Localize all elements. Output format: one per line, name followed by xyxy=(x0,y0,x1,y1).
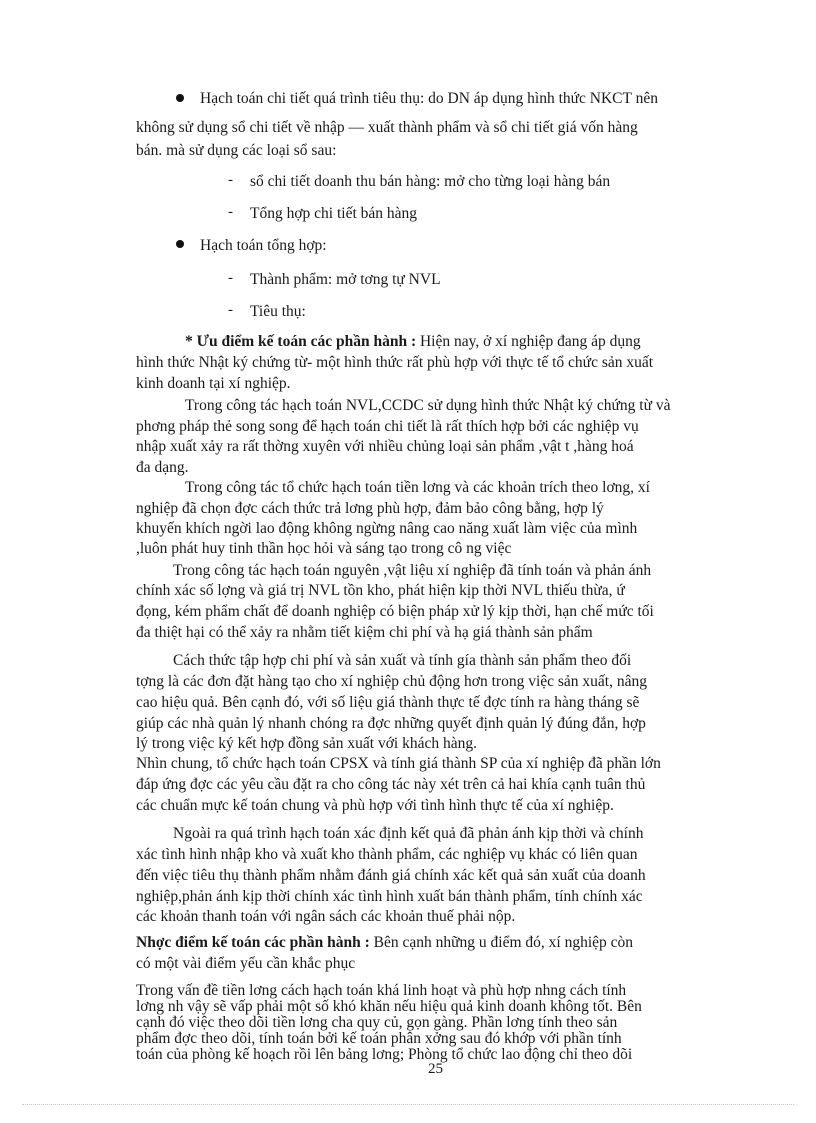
text-line: ,luôn phát huy tinh thần học hỏi và sáng tạo trong cô ng việc xyxy=(136,540,512,557)
text-line: bán. mà sử dụng các loại sổ sau: xyxy=(136,142,337,159)
bullet-icon xyxy=(176,240,184,248)
advantages-intro-text: Hiện nay, ở xí nghiệp đang áp dụng xyxy=(416,333,641,350)
text-line: lý trong việc ký kết hợp đồng sản xuất với khách hàng. xyxy=(136,735,477,752)
text-line: lơng nh vậy sẽ vấp phải một số khó khăn nếu hiệu quả kinh doanh không tốt. Bên xyxy=(136,998,642,1015)
text-line: nghiệp đã chọn đợc cách thức trả lơng phù hợp, đảm bảo công bằng, hợp lý xyxy=(136,500,604,517)
list-item: Tiêu thụ: xyxy=(250,303,306,320)
list-item: Tổng hợp chi tiết bán hàng xyxy=(250,205,418,222)
text-line: Trong vấn đề tiền lơng cách hạch toán khá linh hoạt và phù hợp nhng cách tính xyxy=(136,982,627,999)
dash-marker: - xyxy=(228,302,233,318)
text-line: giúp các nhà quản lý nhanh chóng ra đợc những quyết định quản lý đúng đắn, hợp xyxy=(136,715,646,732)
list-item: Thành phẩm: mở tơng tự NVL xyxy=(250,271,441,288)
page-edge xyxy=(22,1104,794,1105)
text-line: toán của phòng kế hoạch rồi lên bảng lơng; Phòng tổ chức lao động chỉ theo dõi xyxy=(136,1046,633,1063)
text-line: đa thiệt hại có thể xảy ra nhằm tiết kiệm chi phí và hạ giá thành sản phẩm xyxy=(136,624,593,641)
bullet-text-2: Hạch toán tổng hợp: xyxy=(200,237,327,254)
text-line: đến việc tiêu thụ thành phẩm nhằm đánh giá chính xác kết quả sản xuất của doanh xyxy=(136,867,646,884)
text-line: kinh doanh tại xí nghiệp. xyxy=(136,375,291,392)
text-line: phơng pháp thẻ song song để hạch toán chi tiết là rất thích hợp bởi các nghiệp vụ xyxy=(136,418,639,435)
text-line: có một vài điểm yếu cần khắc phục xyxy=(136,955,356,972)
text-line: đáp ứng đợc các yêu cầu đặt ra cho công tác này xét trên cả hai khía cạnh tuân thủ xyxy=(136,776,646,793)
text-line: Ngoài ra quá trình hạch toán xác định kết quả đã phản ánh kịp thời và chính xyxy=(173,825,644,842)
text-line: đọng, kém phẩm chất để doanh nghiệp có biện pháp xử lý kịp thời, hạn chế mức tối xyxy=(136,603,654,620)
text-line: các khoản thanh toán với ngân sách các khoản thuế phải nộp. xyxy=(136,908,516,925)
bullet-text-1: Hạch toán chi tiết quá trình tiêu thụ: do DN áp dụng hình thức NKCT nên xyxy=(200,90,658,107)
text-line: Cách thức tập hợp chi phí và sản xuất và tính gía thành sản phẩm theo đối xyxy=(173,652,632,669)
text-line: phẩm đợc theo dõi, tính toán bởi kế toán phân xởng sau đó khớp với phần tính xyxy=(136,1030,622,1047)
list-item: sổ chi tiết doanh thu bán hàng: mở cho từng loại hàng bán xyxy=(250,173,611,190)
bullet-icon xyxy=(176,94,184,102)
text-line: cạnh đó việc theo dõi tiền lơng cha quy củ, gọn gàng. Phần lơng tính theo sản xyxy=(136,1014,618,1031)
disadvantages-heading: Nhợc điểm kế toán các phần hành : xyxy=(136,934,370,951)
dash-marker: - xyxy=(228,204,233,220)
text-line: tợng là các đơn đặt hàng tạo cho xí nghiệp chủ động hơn trong việc sản xuất, nâng xyxy=(136,673,647,690)
text-line: nhập xuất xảy ra rất thờng xuyên với nhiều chủng loại sản phẩm ,vật t ,hàng hoá xyxy=(136,438,634,455)
text-line: cao hiệu quả. Bên cạnh đó, với số liệu giá thành thực tế đợc tính ra hàng tháng sẽ xyxy=(136,694,640,711)
text-line: Nhìn chung, tổ chức hạch toán CPSX và tính giá thành SP của xí nghiệp đã phần lớn xyxy=(136,755,661,772)
advantages-heading: * Ưu điểm kế toán các phần hành : xyxy=(185,333,417,350)
text-line: đa dạng. xyxy=(136,459,189,476)
text-line: chính xác số lợng và giá trị NVL tồn kho, phát hiện kịp thời NVL thiếu thừa, ứ xyxy=(136,582,625,599)
text-line: hình thức Nhật ký chứng từ- một hình thức rất phù hợp với thực tế tổ chức sản xuất xyxy=(136,354,654,371)
text-line: xác tình hình nhập kho và xuất kho thành phẩm, các nghiệp vụ khác có liên quan xyxy=(136,846,638,863)
page-number: 25 xyxy=(428,1061,443,1077)
dash-marker: - xyxy=(228,172,233,188)
text-line: khuyến khích ngời lao động không ngừng nâng cao năng xuất làm việc của mình xyxy=(136,520,638,537)
text-line: nghiệp,phản ánh kịp thời chính xác tình hình xuất bán thành phẩm, tính chính xác xyxy=(136,888,643,905)
text-line: Trong công tác hạch toán NVL,CCDC sử dụng hình thức Nhật ký chứng từ và xyxy=(185,397,671,414)
text-line: các chuẩn mực kế toán chung và phù hợp với tình hình thực tế của xí nghiệp. xyxy=(136,797,614,814)
text-line: không sử dụng sổ chi tiết về nhập — xuất thành phẩm và sổ chi tiết giá vốn hàng xyxy=(136,119,638,136)
text-line: Trong công tác tổ chức hạch toán tiền lơng và các khoản trích theo lơng, xí xyxy=(185,479,650,496)
disadvantages-intro xyxy=(136,933,633,953)
disadvantages-intro-text: Bên cạnh những u điểm đó, xí nghiệp còn xyxy=(369,934,634,951)
dash-marker: - xyxy=(228,270,233,286)
advantages-intro xyxy=(185,332,641,352)
text-line: Trong công tác hạch toán nguyên ,vật liệu xí nghiệp đã tính toán và phản ánh xyxy=(173,562,652,579)
